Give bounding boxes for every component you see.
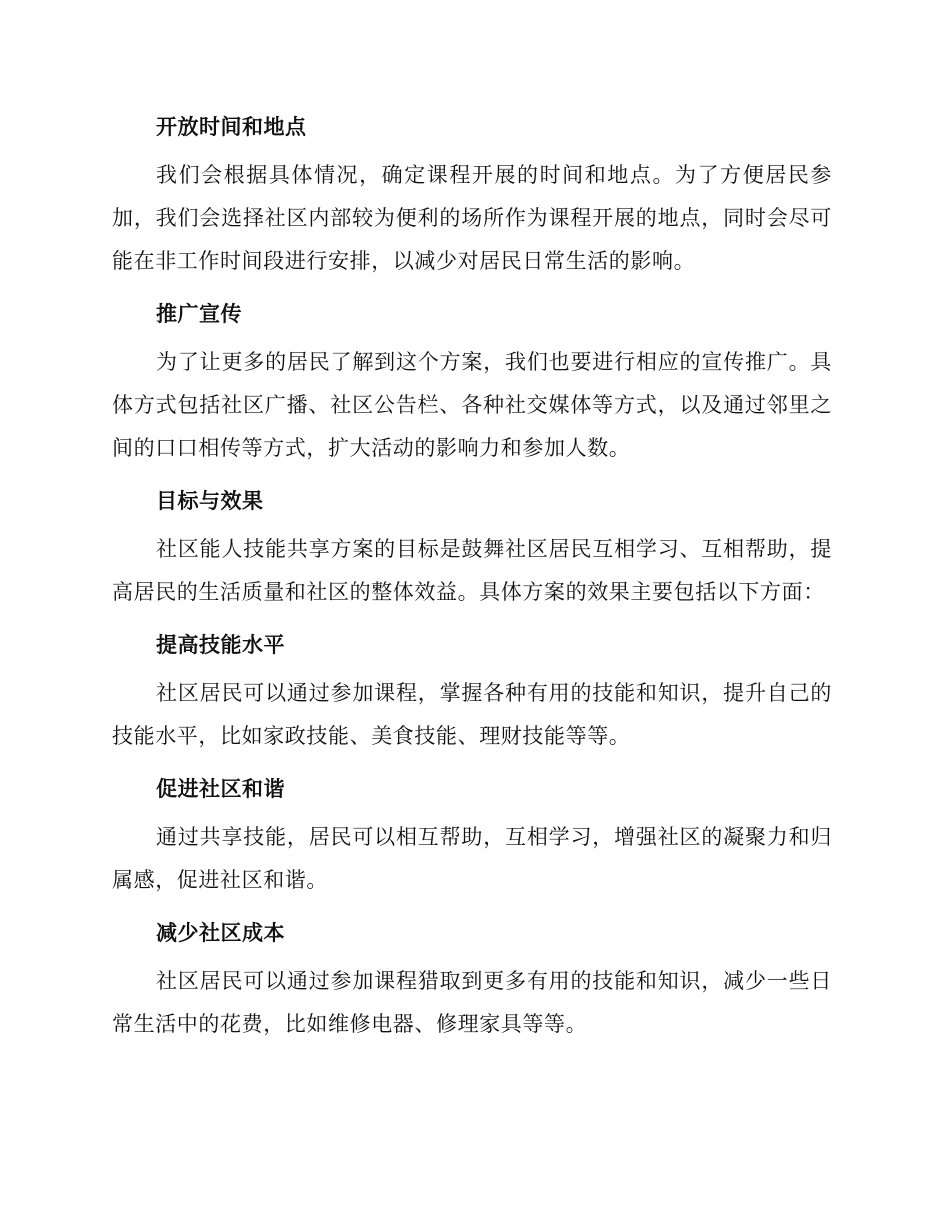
document-body xyxy=(112,108,832,1058)
section-reduce-costs xyxy=(112,914,832,1046)
section-paragraph: 社区居民可以通过参加课程，掌握各种有用的技能和知识，提升自己的技能水平，比如家政技能、美食技能、理财技能等等。 xyxy=(112,681,832,748)
section-improve-skills xyxy=(112,626,832,758)
section-goals-effects xyxy=(112,482,832,614)
section-paragraph: 我们会根据具体情况，确定课程开展的时间和地点。为了方便居民参加，我们会选择社区内部较为便利的场所作为课程开展的地点，同时会尽可能在非工作时间段进行安排，以减少对居民日常生活的影响。 xyxy=(112,163,832,273)
section-paragraph: 社区能人技能共享方案的目标是鼓舞社区居民互相学习、互相帮助，提高居民的生活质量和社区的整体效益。具体方案的效果主要包括以下方面： xyxy=(112,537,832,604)
section-heading: 减少社区成本 xyxy=(156,921,285,945)
section-heading: 目标与效果 xyxy=(156,489,264,513)
section-heading: 推广宣传 xyxy=(156,302,242,326)
section-open-time-location xyxy=(112,108,832,283)
section-paragraph: 社区居民可以通过参加课程猎取到更多有用的技能和知识，减少一些日常生活中的花费，比如维修电器、修理家具等等。 xyxy=(112,969,832,1036)
section-paragraph: 为了让更多的居民了解到这个方案，我们也要进行相应的宣传推广。具体方式包括社区广播、社区公告栏、各种社交媒体等方式，以及通过邻里之间的口口相传等方式，扩大活动的影响力和参加人数。 xyxy=(112,350,832,460)
section-heading: 提高技能水平 xyxy=(156,633,285,657)
section-promotion xyxy=(112,295,832,470)
section-community-harmony xyxy=(112,770,832,902)
section-paragraph: 通过共享技能，居民可以相互帮助，互相学习，增强社区的凝聚力和归属感，促进社区和谐。 xyxy=(112,825,832,892)
section-heading: 开放时间和地点 xyxy=(156,115,307,139)
section-heading: 促进社区和谐 xyxy=(156,777,285,801)
